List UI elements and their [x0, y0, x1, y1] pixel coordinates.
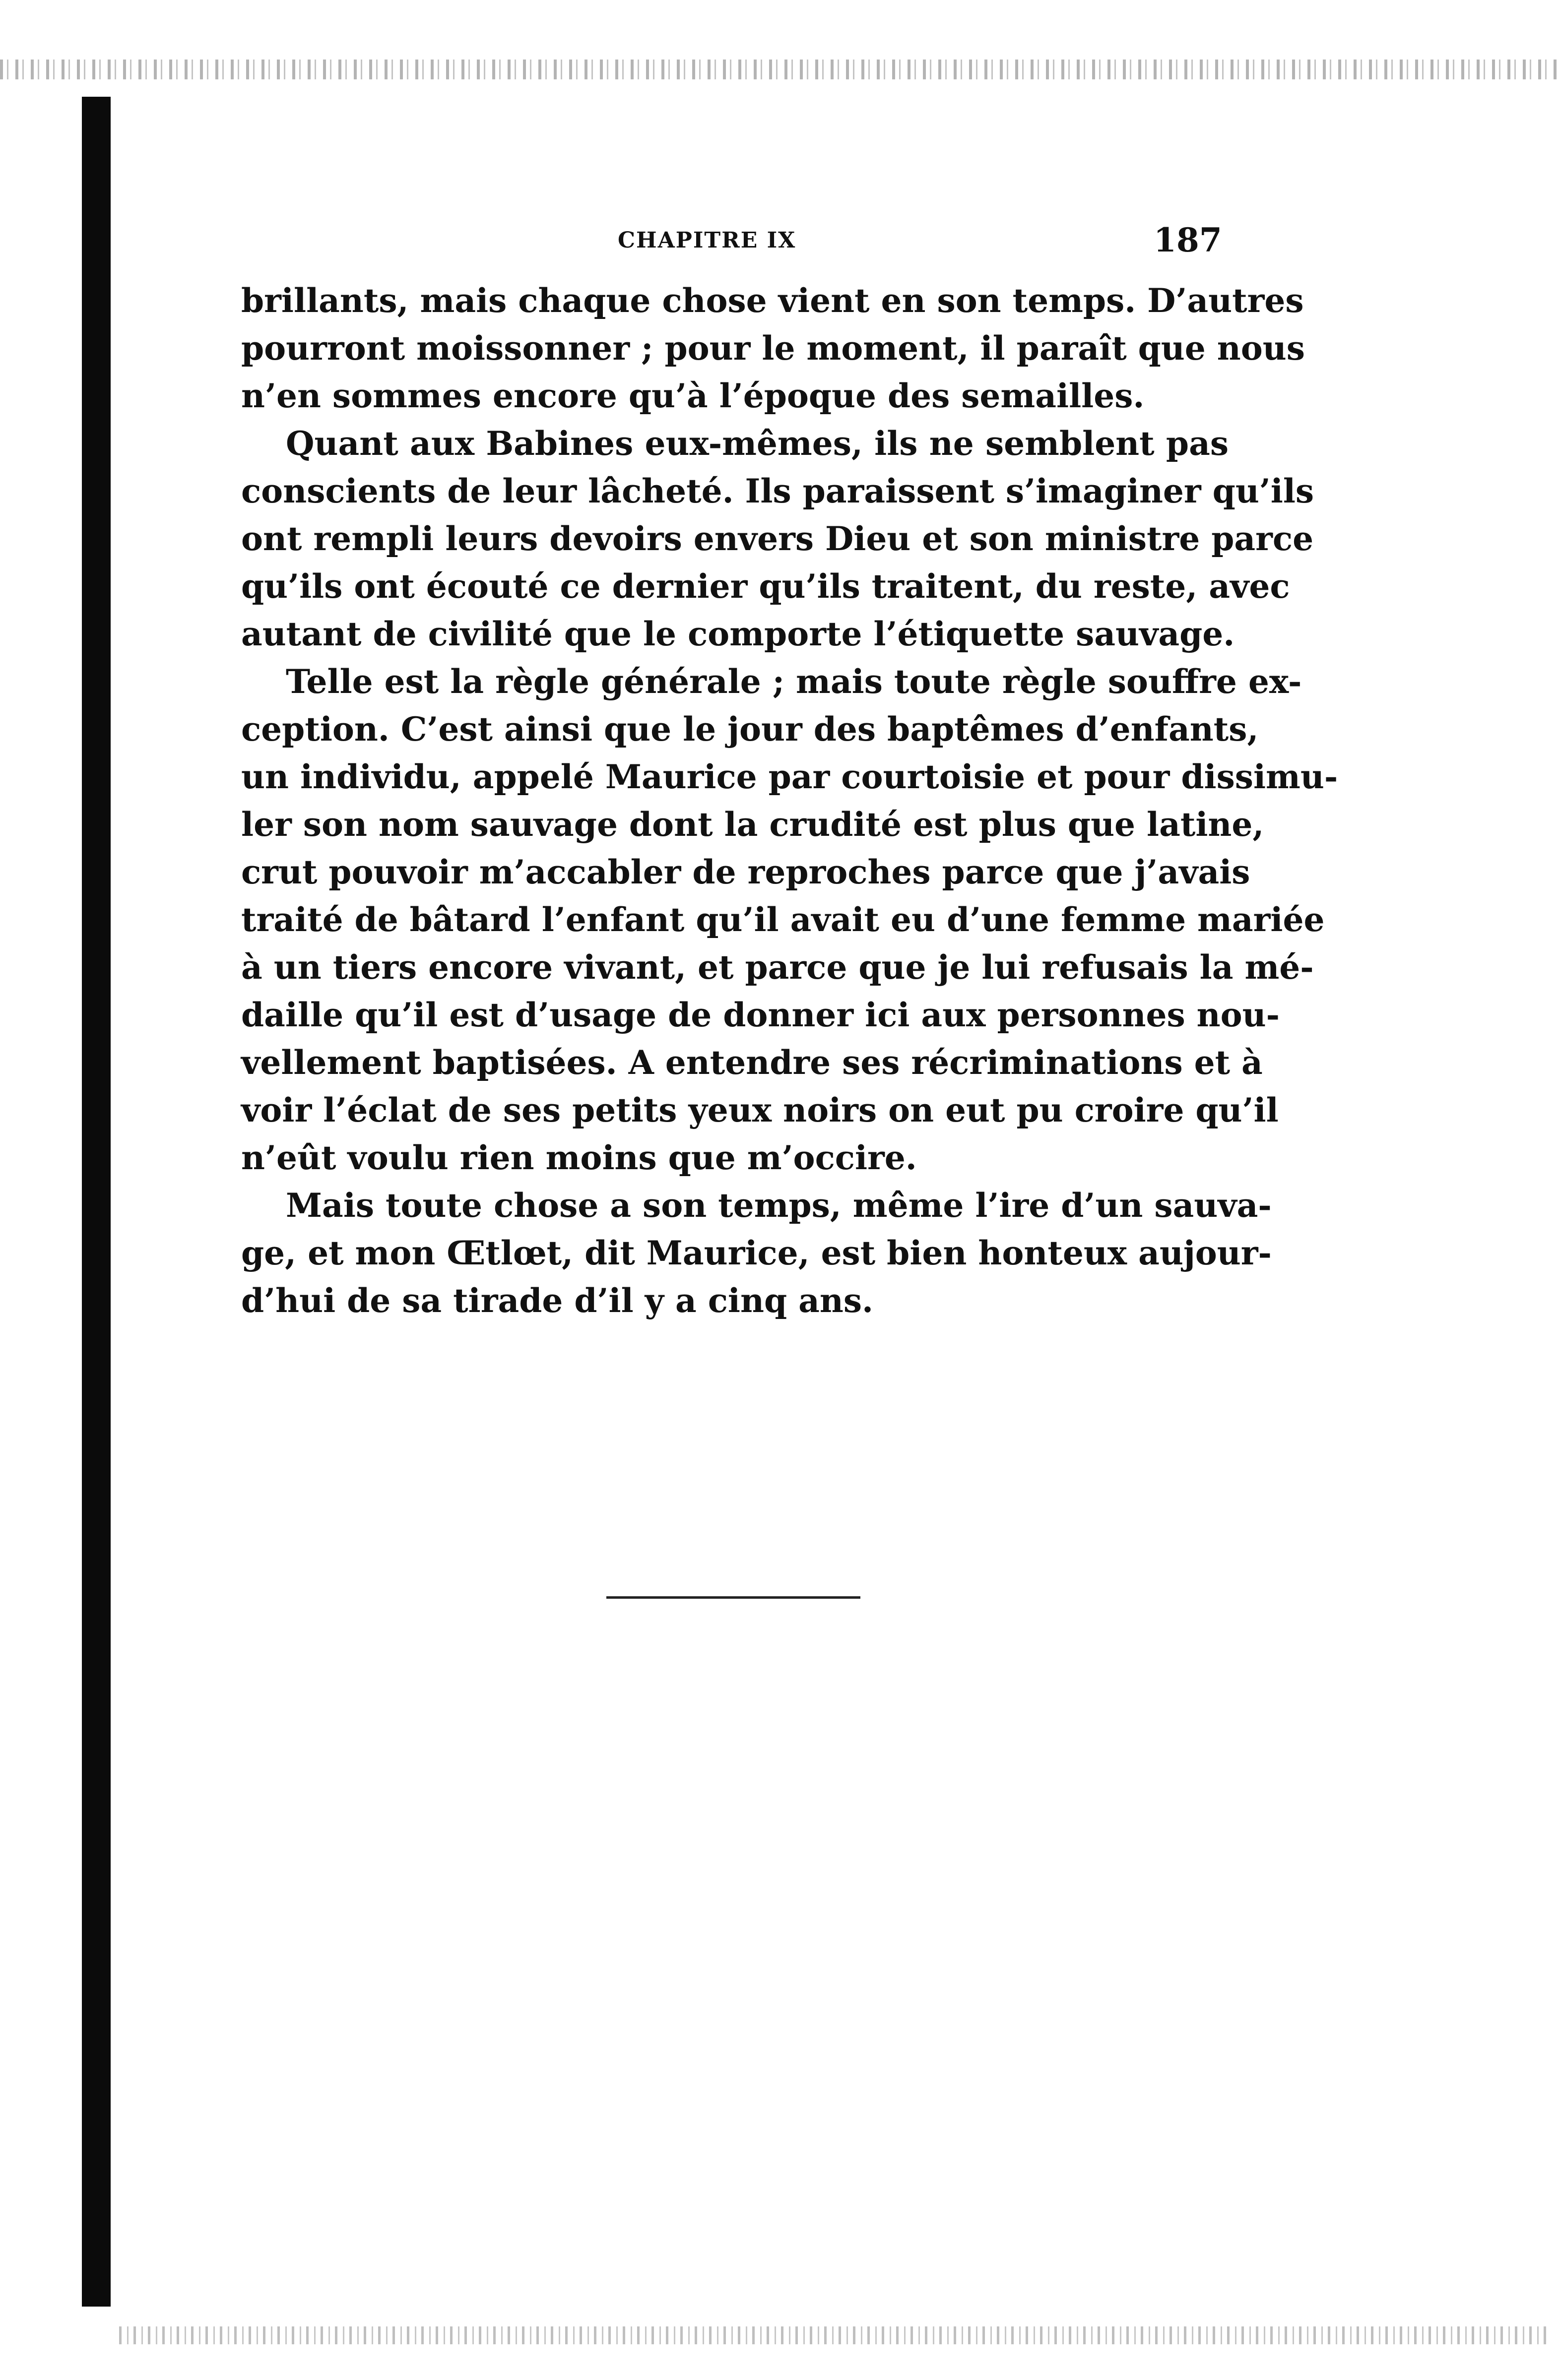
- page-header: [618, 221, 1222, 260]
- text-line: brillants, mais chaque chose vient en son temps. D’autres: [241, 281, 1304, 320]
- text-line: crut pouvoir m’accabler de reproches parce que j’avais: [241, 853, 1250, 891]
- running-head: CHAPITRE IX: [618, 228, 796, 253]
- text-line: d’hui de sa tirade d’il y a cinq ans.: [241, 1281, 873, 1320]
- binding-shadow: [82, 97, 111, 2307]
- text-line: qu’ils ont écouté ce dernier qu’ils traitent, du reste, avec: [241, 567, 1290, 606]
- page-number: 187: [1154, 221, 1222, 259]
- text-line: Mais toute chose a son temps, même l’ire d’un sauva-: [286, 1186, 1272, 1225]
- text-line: n’eût voulu rien moins que m’occire.: [241, 1138, 917, 1177]
- text-line: n’en sommes encore qu’à l’époque des semailles.: [241, 376, 1145, 415]
- section-end-rule: [606, 1596, 860, 1599]
- body-text: [241, 277, 1338, 1324]
- scan-noise-top: [0, 60, 1560, 79]
- text-line: à un tiers encore vivant, et parce que je lui refusais la mé-: [241, 948, 1314, 987]
- text-line: ler son nom sauvage dont la crudité est plus que latine,: [241, 805, 1264, 844]
- text-line: ont rempli leurs devoirs envers Dieu et son ministre parce: [241, 519, 1314, 558]
- text-line: vellement baptisées. A entendre ses récriminations et à: [241, 1043, 1263, 1082]
- text-line: conscients de leur lâcheté. Ils paraissent s’imaginer qu’ils: [241, 472, 1314, 510]
- text-line: pourront moissonner ; pour le moment, il paraît que nous: [241, 329, 1305, 368]
- text-line: ge, et mon Œtlœt, dit Maurice, est bien honteux aujour-: [241, 1234, 1272, 1272]
- scan-noise-bottom: [119, 2326, 1548, 2344]
- text-line: Quant aux Babines eux-mêmes, ils ne semblent pas: [286, 424, 1229, 463]
- text-line: autant de civilité que le comporte l’étiquette sauvage.: [241, 615, 1235, 653]
- text-line: traité de bâtard l’enfant qu’il avait eu d’une femme mariée: [241, 900, 1325, 939]
- text-line: ception. C’est ainsi que le jour des baptêmes d’enfants,: [241, 710, 1259, 749]
- text-line: Telle est la règle générale ; mais toute règle souffre ex-: [286, 662, 1302, 701]
- text-line: daille qu’il est d’usage de donner ici aux personnes nou-: [241, 996, 1280, 1034]
- text-line: voir l’éclat de ses petits yeux noirs on eut pu croire qu’il: [241, 1091, 1279, 1129]
- text-line: un individu, appelé Maurice par courtoisie et pour dissimu-: [241, 757, 1338, 796]
